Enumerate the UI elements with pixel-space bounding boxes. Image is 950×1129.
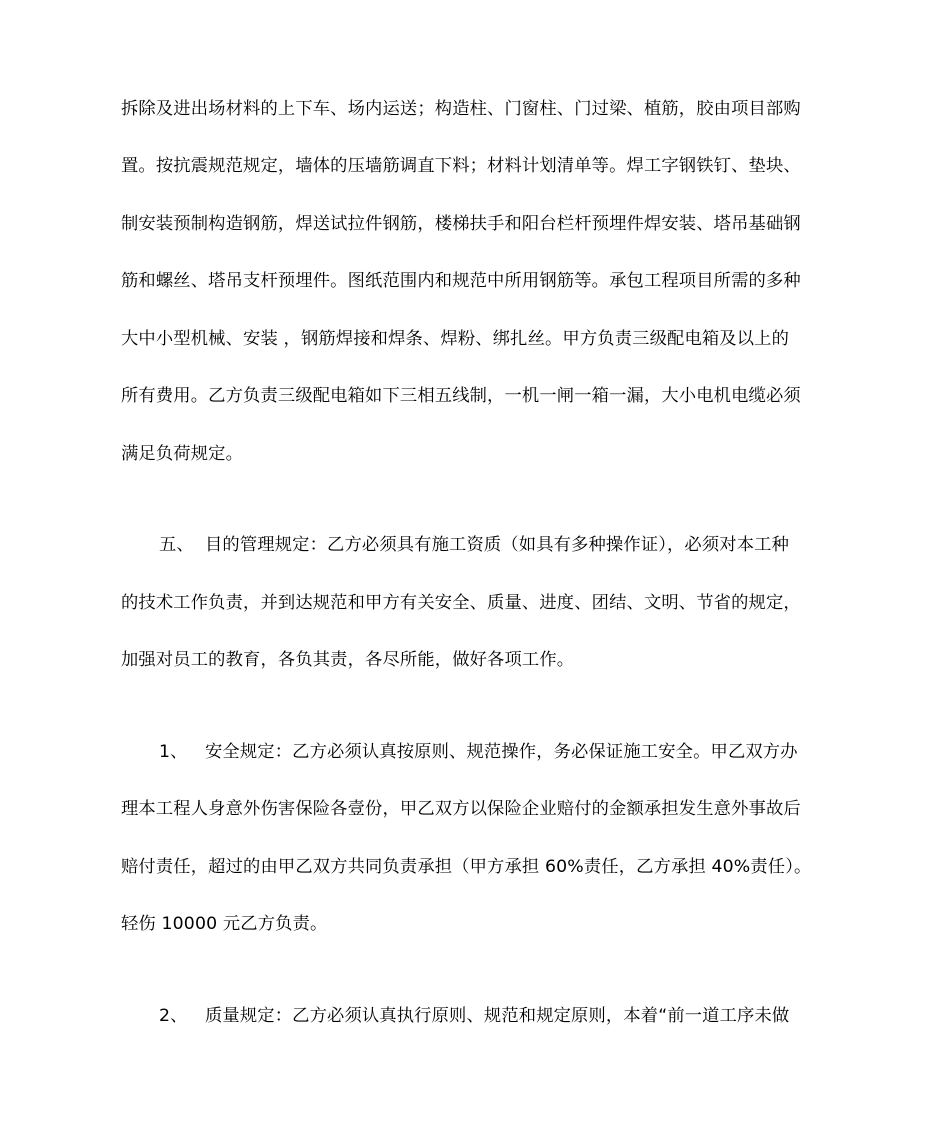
paragraph-line: 赔付责任，超过的由甲乙双方共同负责承担（甲方承担 60%责任，乙方承担 40%责任）。 — [121, 857, 812, 877]
paragraph-line: 理本工程人身意外伤害保险各壹份，甲乙双方以保险企业赔付的金额承担发生意外事故后 — [121, 799, 801, 819]
paragraph-line: 置。按抗震规范规定，墙体的压墙筋调直下料；材料计划清单等。焊工字钢铁钉、垫块、 — [121, 156, 801, 176]
section-number: 五、 — [159, 535, 194, 555]
paragraph-line: 轻伤 10000 元乙方负责。 — [121, 914, 328, 934]
paragraph-line: 拆除及进出场材料的上下车、场内运送；构造柱、门窗柱、门过梁、植筋，胶由项目部购 — [121, 99, 801, 119]
paragraph-line: 加强对员工的教育，各负其责，各尽所能，做好各项工作。 — [121, 650, 575, 670]
item-first-line: 质量规定：乙方必须认真执行原则、规范和规定原则，本着“前一道工序未做 — [205, 1006, 790, 1026]
section-first-line: 目的管理规定：乙方必须具有施工资质（如具有多种操作证），必须对本工种 — [205, 535, 790, 555]
item-number: 1、 — [159, 742, 188, 762]
paragraph-line: 所有费用。乙方负责三级配电箱如下三相五线制，一机一闸一箱一漏，大小电机电缆必须 — [121, 386, 801, 406]
item-first-line: 安全规定：乙方必须认真按原则、规范操作，务必保证施工安全。甲乙双方办 — [205, 742, 798, 762]
item-heading-line — [159, 741, 798, 763]
paragraph-line: 的技术工作负责，并到达规范和甲方有关安全、质量、进度、团结、文明、节省的规定， — [121, 593, 801, 613]
section-heading-line — [159, 534, 789, 556]
item-number: 2、 — [159, 1006, 188, 1026]
paragraph-line: 制安装预制构造钢筋，焊送试拉件钢筋，楼梯扶手和阳台栏杆预埋件焊安装、塔吊基础钢 — [121, 214, 801, 234]
paragraph-line: 满足负荷规定。 — [121, 444, 244, 464]
paragraph-line: 筋和螺丝、塔吊支杆预埋件。图纸范围内和规范中所用钢筋等。承包工程项目所需的多种 — [121, 271, 801, 291]
item-heading-line — [159, 1005, 789, 1027]
paragraph-line: 大中小型机械、安装 ，钢筋焊接和焊条、焊粉、绑扎丝。甲方负责三级配电箱及以上的 — [121, 329, 790, 349]
